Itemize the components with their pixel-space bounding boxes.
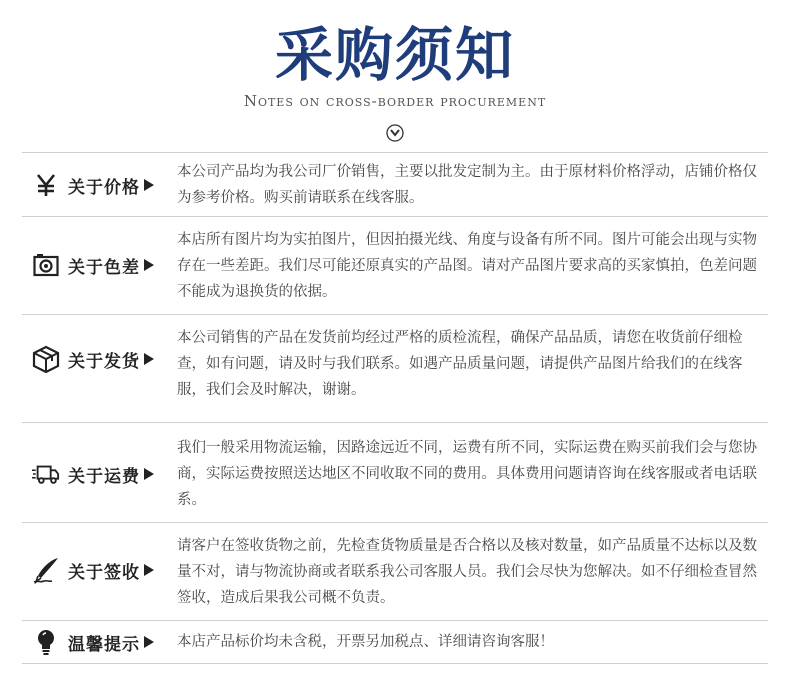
section-label-text: 关于色差 (68, 257, 140, 278)
page-subtitle: Notes on cross-border procurement (243, 92, 547, 110)
section-label (32, 627, 154, 657)
triangle-right-icon (144, 468, 154, 480)
section-label-text: 关于发货 (68, 351, 140, 372)
section-label-text: 关于价格 (68, 177, 140, 198)
truck-icon (32, 460, 60, 488)
section-text: 本店产品标价均未含税，开票另加税点、详细请咨询客服！ (177, 634, 554, 650)
section-label-text: 温馨提示 (68, 634, 140, 655)
section-label (32, 250, 154, 280)
section-label (32, 555, 154, 585)
triangle-right-icon (144, 259, 154, 271)
pen-icon (32, 556, 60, 584)
section-text: 请客户在签收货物之前，先检查货物质量是否合格以及核对数量，如产品质量不达标以及数量不对，请与物流协商或者联系我公司客服人员。我们会尽快为您解决。如不仔细检查冒然签收，造成后果我公司概不负责。 (177, 538, 757, 606)
section-freight (22, 422, 768, 522)
header (0, 0, 790, 150)
triangle-right-icon (144, 179, 154, 191)
yen-icon (32, 171, 60, 199)
section-label-text: 关于签收 (68, 562, 140, 583)
section-color (22, 216, 768, 314)
section-label (32, 344, 154, 374)
lightbulb-icon (32, 628, 60, 656)
chevron-down-icon (386, 124, 404, 142)
section-label (32, 170, 154, 200)
section-shipping (22, 314, 768, 422)
triangle-right-icon (144, 636, 154, 648)
camera-icon (32, 251, 60, 279)
section-text: 我们一般采用物流运输，因路途远近不同，运费有所不同，实际运费在购买前我们会与您协商，实际运费按照送达地区不同收取不同的费用。具体费用问题请咨询在线客服或者电话联系。 (177, 440, 757, 508)
page-title: 采购须知 (274, 21, 515, 89)
package-icon (32, 345, 60, 373)
section-text: 本店所有图片均为实拍图片，但因拍摄光线、角度与设备有所不同。图片可能会出现与实物存在一些差距。我们尽可能还原真实的产品图。请对产品图片要求高的买家慎拍，色差问题不能成为退换货的依据。 (177, 232, 757, 300)
section-receipt (22, 522, 768, 620)
triangle-right-icon (144, 564, 154, 576)
section-tips (22, 620, 768, 664)
section-text: 本公司产品均为我公司厂价销售，主要以批发定制为主。由于原材料价格浮动，店铺价格仅为参考价格。购买前请联系在线客服。 (177, 164, 757, 206)
section-price (22, 152, 768, 216)
section-label (32, 459, 154, 489)
section-text: 本公司销售的产品在发货前均经过严格的质检流程，确保产品品质，请您在收货前仔细检查，如有问题，请及时与我们联系。如遇产品质量问题，请提供产品图片给我们的在线客服，我们会及时解决，谢谢。 (177, 330, 743, 398)
triangle-right-icon (144, 353, 154, 365)
section-label-text: 关于运费 (68, 466, 140, 487)
